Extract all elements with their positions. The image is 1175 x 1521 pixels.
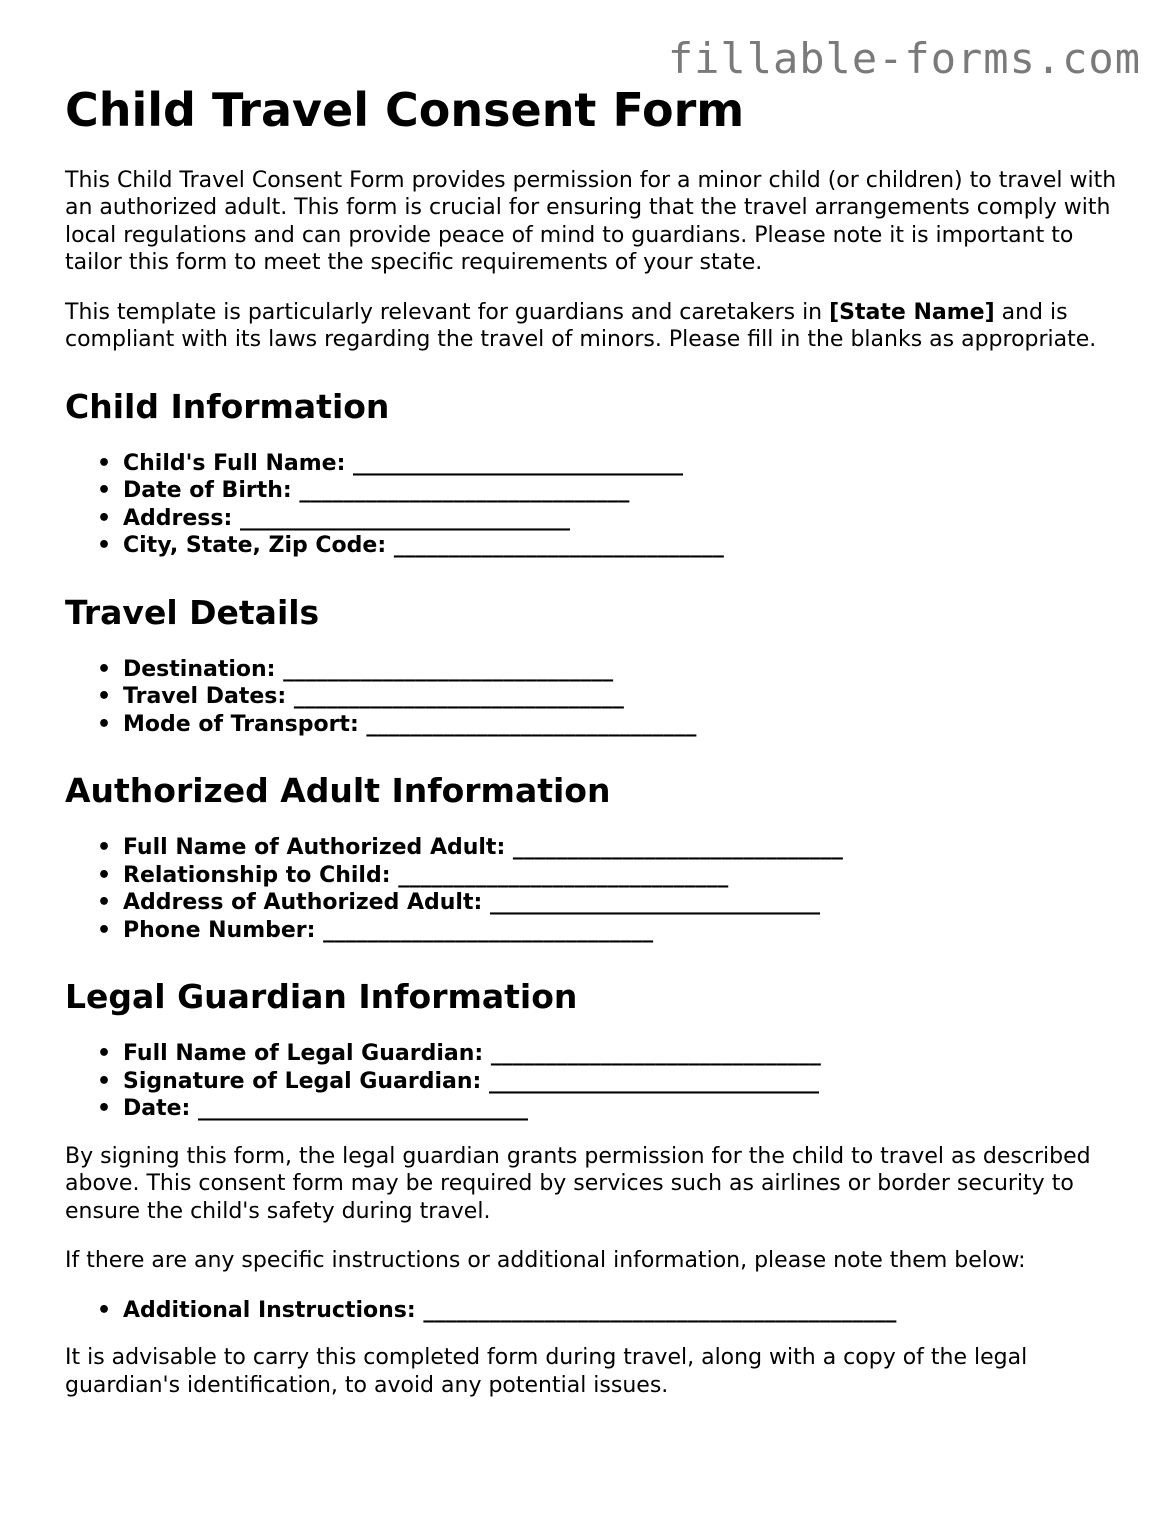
field-city-state-zip: [123, 532, 1125, 560]
field-adult-address: [123, 889, 1125, 917]
intro-paragraph: This Child Travel Consent Form provides permission for a minor child (or children) to travel with an authorized adult. This form is crucial for ensuring that the travel arrangements comply with local regulations and can provide peace of mind to guardians. Please note it is important to tailor this form to meet the specific requirements of your state.: [65, 167, 1117, 276]
field-guardian-full-name: [123, 1040, 1125, 1068]
fill-in-blank[interactable]: ______________________________: [366, 711, 697, 737]
fill-in-blank[interactable]: ______________________________: [299, 478, 630, 504]
fill-in-blank[interactable]: ______________________________: [512, 835, 843, 861]
field-label: Child's Full Name:: [123, 450, 346, 476]
field-label: Address:: [123, 505, 233, 531]
fill-in-blank[interactable]: ______________________________: [283, 656, 614, 682]
field-relationship-to-child: [123, 862, 1125, 890]
authorized-adult-list: [65, 834, 1125, 944]
field-phone-number: [123, 917, 1125, 945]
section-heading-travel-details: Travel Details: [65, 592, 320, 632]
field-label: Travel Dates:: [123, 684, 287, 710]
page-title: Child Travel Consent Form: [65, 83, 745, 137]
fill-in-blank[interactable]: ______________________________: [489, 890, 820, 916]
field-travel-dates: [123, 683, 1125, 711]
fill-in-blank[interactable]: ______________________________: [239, 505, 570, 531]
field-mode-of-transport: [123, 711, 1125, 739]
fill-in-blank[interactable]: ______________________________: [198, 1096, 529, 1122]
section-heading-child-information: Child Information: [65, 386, 390, 426]
field-address: [123, 505, 1125, 533]
document-page: [65, 84, 1125, 1421]
field-label: Relationship to Child:: [123, 862, 391, 888]
field-label: Mode of Transport:: [123, 711, 359, 737]
field-label: Date:: [123, 1096, 191, 1122]
template-note-text-after: and is compliant with its laws regarding the travel of minors. Please fill in the blanks as appropriate.: [65, 299, 1097, 353]
field-additional-instructions: [123, 1297, 1125, 1325]
template-note-text-before: This template is particularly relevant for guardians and caretakers in: [65, 299, 830, 325]
advisory-paragraph: It is advisable to carry this completed form during travel, along with a copy of the legal guardian's identification, to avoid any potential issues.: [65, 1345, 1028, 1398]
state-name-placeholder: [State Name]: [829, 299, 995, 325]
instructions-prompt-paragraph: If there are any specific instructions or additional information, please note them below:: [65, 1248, 1026, 1274]
fill-in-blank[interactable]: ______________________________: [353, 450, 684, 476]
field-label: Address of Authorized Adult:: [123, 890, 483, 916]
fill-in-blank[interactable]: ______________________________: [490, 1041, 821, 1067]
fill-in-blank[interactable]: ______________________________: [398, 862, 729, 888]
additional-instructions-list: [65, 1297, 1125, 1325]
fill-in-blank[interactable]: ______________________________: [393, 533, 724, 559]
fill-in-blank[interactable]: ___________________________________________: [423, 1297, 897, 1323]
field-label: Phone Number:: [123, 917, 316, 943]
field-destination: [123, 656, 1125, 684]
field-adult-full-name: [123, 834, 1125, 862]
field-label: Destination:: [123, 656, 276, 682]
field-label: Full Name of Authorized Adult:: [123, 835, 506, 861]
travel-details-list: [65, 656, 1125, 739]
field-guardian-signature: [123, 1068, 1125, 1096]
fill-in-blank[interactable]: ______________________________: [293, 684, 624, 710]
field-label: Full Name of Legal Guardian:: [123, 1041, 484, 1067]
field-label: City, State, Zip Code:: [123, 533, 387, 559]
fill-in-blank[interactable]: ______________________________: [323, 917, 654, 943]
watermark-text: fillable-forms.com: [667, 34, 1141, 83]
field-label: Date of Birth:: [123, 478, 292, 504]
legal-guardian-list: [65, 1040, 1125, 1123]
template-note-paragraph: [65, 299, 1125, 354]
field-label: Signature of Legal Guardian:: [123, 1068, 482, 1094]
fill-in-blank[interactable]: ______________________________: [489, 1068, 820, 1094]
section-heading-legal-guardian: Legal Guardian Information: [65, 977, 578, 1017]
section-heading-authorized-adult: Authorized Adult Information: [65, 771, 611, 811]
field-date-of-birth: [123, 477, 1125, 505]
consent-paragraph: By signing this form, the legal guardian grants permission for the child to travel as described above. This consent form may be required by services such as airlines or border security to ensure the child's safety during travel.: [65, 1143, 1091, 1224]
child-information-list: [65, 450, 1125, 560]
field-label: Additional Instructions:: [123, 1297, 416, 1323]
field-childs-full-name: [123, 450, 1125, 478]
field-date: [123, 1095, 1125, 1123]
